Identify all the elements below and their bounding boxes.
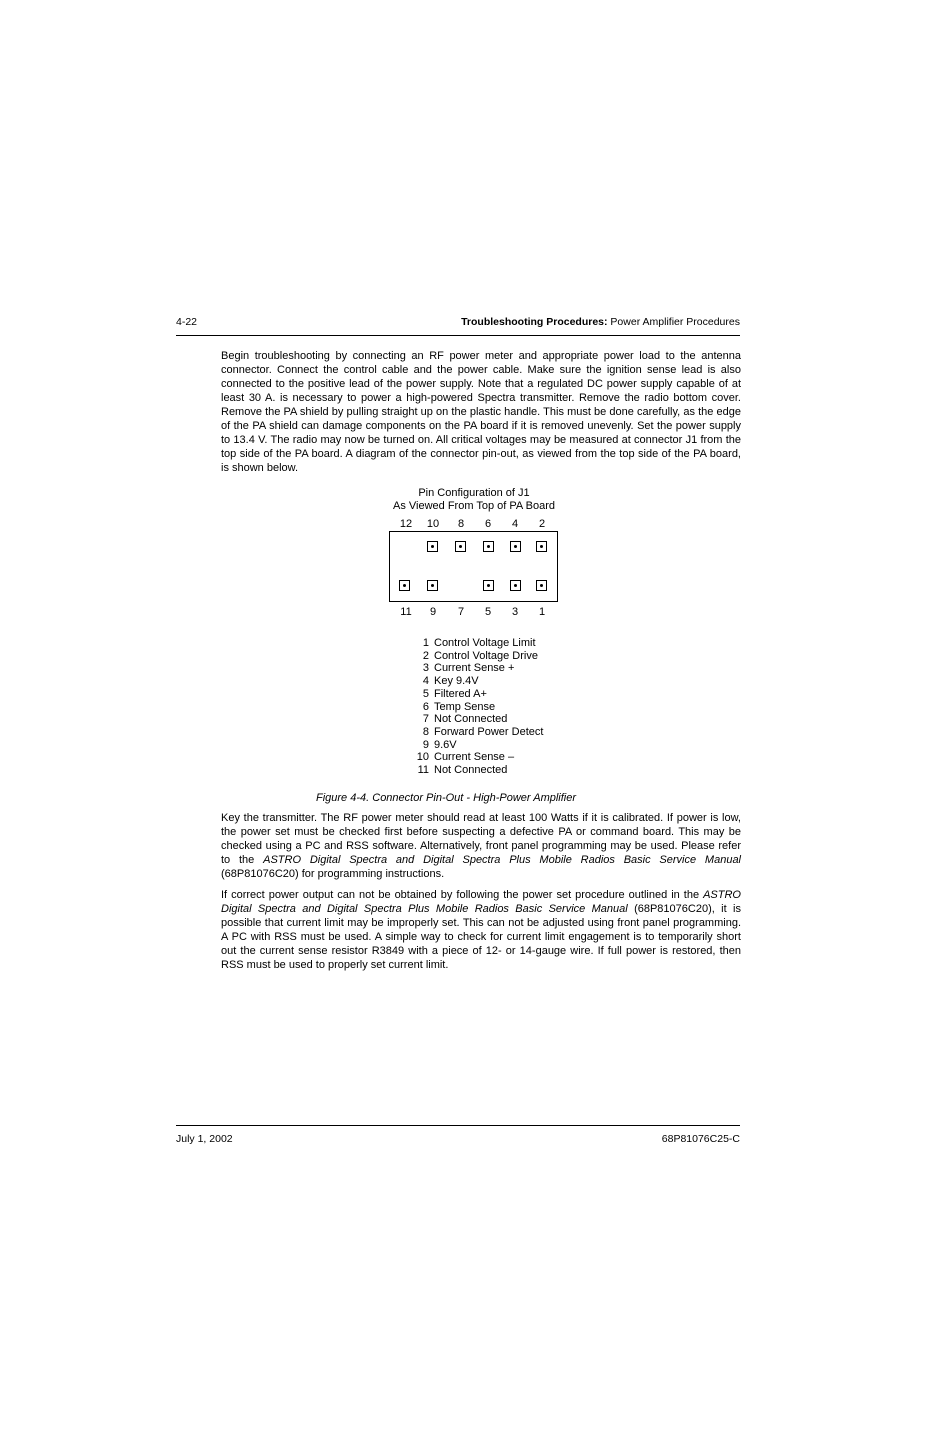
connector-pin-9 (427, 580, 438, 591)
pin-label-bottom: 7 (457, 606, 465, 618)
pin-legend-item (416, 751, 543, 764)
paragraph-power-check-text-2: (68P81076C20) for programming instructions. (221, 868, 445, 880)
pin-legend-item (416, 637, 543, 650)
pin-legend-number: 7 (422, 713, 429, 726)
pin-label-top: 10 (426, 518, 440, 530)
pin-legend-number: 11 (417, 764, 429, 777)
pin-legend-description: Current Sense + (434, 662, 515, 675)
pin-legend-item (416, 764, 543, 777)
header-section-rest: Power Amplifier Procedures (607, 316, 740, 328)
pin-legend-item (416, 701, 543, 714)
paragraph-current-limit (221, 888, 741, 972)
page-number: 4-22 (176, 316, 198, 328)
manual-title-reference: ASTRO Digital Spectra and Digital Spectra Plus Mobile Radios Basic Service Manual (263, 854, 742, 866)
connector-pin-8 (455, 541, 466, 552)
pin-legend-number: 2 (422, 649, 429, 662)
intro-paragraph (221, 349, 741, 475)
paragraph-power-check-text-1: Key the transmitter. The RF power meter should read at least 100 Watts if it is calibrated. If power is low, the power set must be checked first before suspecting a defective PA or command board. This may be checked using a PC and RSS software. Alternatively, front panel programming may be used. Please refer to the (221, 812, 741, 866)
pin-legend-description: Filtered A+ (434, 687, 487, 700)
connector-pin-3 (510, 580, 521, 591)
header-rule (176, 335, 740, 336)
manual-title-reference: ASTRO Digital Spectra and Digital Spectra Plus Mobile Radios Basic Service Manual (221, 889, 741, 915)
connector-pin-4 (510, 541, 521, 552)
header-section-bold: Troubleshooting Procedures: (461, 316, 608, 328)
pin-legend-description: 9.6V (434, 738, 457, 751)
pin-legend-item (416, 688, 543, 701)
pin-label-bottom: 9 (429, 606, 437, 618)
connector-pin-2 (536, 541, 547, 552)
pin-legend-number: 5 (422, 687, 429, 700)
footer-document-number: 68P81076C25-C (661, 1133, 740, 1145)
pin-legend (416, 637, 543, 777)
connector-pin-11 (399, 580, 410, 591)
connector-pin-5 (483, 580, 494, 591)
connector-pin-10 (427, 541, 438, 552)
intro-paragraph-text: Begin troubleshooting by connecting an RF power meter and appropriate power load to the antenna connector. Connect the control cable and the power cable. Make sure the ignition sense lead is also connected to the positive lead of the power supply. Note that a regulated DC power supply capable of at least 30 A. is necessary to power a high-powered Spectra transmitter. Remove the radio bottom cover. Remove the PA shield by pulling straight up on the plastic handle. This must be done carefully, as the edge of the PA shield can damage components on the PA board if it is removed unevenly. Set the power supply to 13.4 V. The radio may now be turned on. All critical voltages may be measured at connector J1 from the top side of the PA board. A diagram of the connector pin-out, as viewed from the top side of the PA board, is shown below. (221, 350, 741, 474)
diagram-caption (350, 487, 598, 513)
connector-j1-outline (389, 531, 558, 602)
pin-legend-number: 1 (422, 637, 429, 649)
pin-legend-description: Current Sense – (434, 751, 515, 764)
paragraph-power-check (221, 811, 741, 881)
pin-label-bottom: 3 (511, 606, 519, 618)
footer-rule (176, 1125, 740, 1126)
pin-legend-item (416, 726, 543, 739)
pin-label-top: 6 (484, 518, 492, 530)
pin-label-bottom: 5 (484, 606, 492, 618)
pin-legend-description: Control Voltage Limit (434, 637, 536, 649)
pin-legend-number: 9 (422, 738, 429, 751)
pin-legend-description: Not Connected (434, 764, 508, 777)
pin-label-bottom: 1 (538, 606, 546, 618)
pin-label-top: 2 (538, 518, 546, 530)
pin-label-top: 12 (399, 518, 413, 530)
figure-caption: Figure 4-4. Connector Pin-Out - High-Power Amplifier (316, 792, 577, 804)
paragraph-current-limit-text-1: If correct power output can not be obtained by following the power set procedure outlined in the (221, 889, 704, 901)
pin-legend-item (416, 662, 543, 675)
pin-legend-number: 4 (422, 675, 429, 688)
pin-label-top: 4 (511, 518, 519, 530)
pin-legend-number: 8 (422, 725, 429, 738)
paragraph-current-limit-text-2: (68P81076C20), it is possible that current limit may be improperly set. This can not be adjusted using front panel programming. A PC with RSS must be used. A simple way to check for current limit engagement is to temporarily short out the current sense resistor R3849 with a piece of 12- or 14-gauge wire. If full power is restored, then RSS must be used to properly set current limit. (221, 903, 741, 971)
pin-legend-number: 3 (422, 662, 429, 675)
pin-label-top: 8 (457, 518, 465, 530)
pin-legend-item (416, 675, 543, 688)
pin-legend-description: Key 9.4V (434, 675, 479, 688)
diagram-caption-line2: As Viewed From Top of PA Board (392, 500, 556, 512)
footer-date: July 1, 2002 (176, 1133, 233, 1145)
pin-legend-item (416, 650, 543, 663)
diagram-caption-line1: Pin Configuration of J1 (418, 487, 530, 499)
running-header (461, 316, 740, 328)
pin-legend-number: 10 (416, 751, 429, 764)
pin-legend-description: Not Connected (434, 713, 508, 726)
pin-legend-item (416, 713, 543, 726)
pin-legend-description: Forward Power Detect (434, 725, 544, 738)
pin-legend-description: Temp Sense (434, 700, 496, 713)
pin-legend-item (416, 739, 543, 752)
connector-pin-1 (536, 580, 547, 591)
pin-legend-description: Control Voltage Drive (434, 649, 538, 662)
pin-legend-number: 6 (422, 700, 429, 713)
pin-label-bottom: 11 (400, 606, 412, 618)
connector-pin-6 (483, 541, 494, 552)
